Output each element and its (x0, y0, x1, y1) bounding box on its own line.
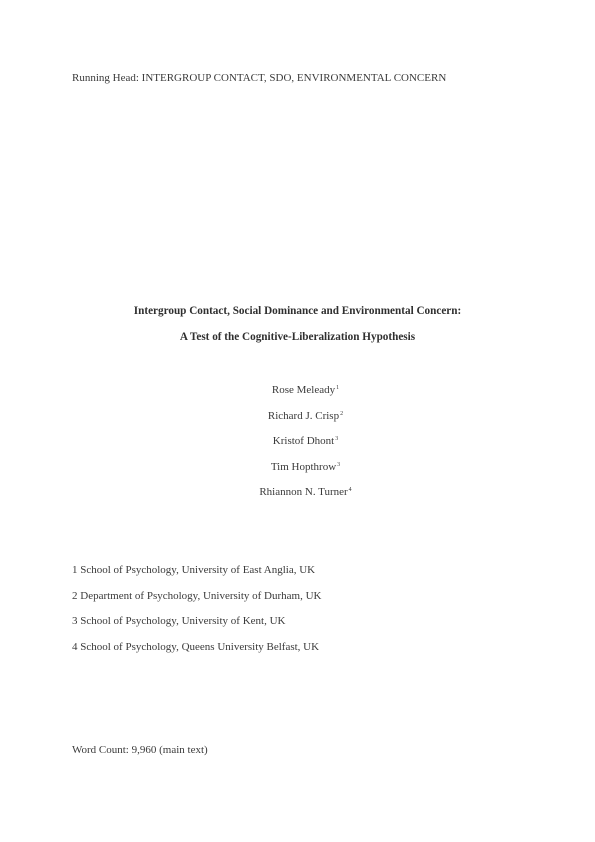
author-affiliation-mark: 3 (337, 461, 341, 468)
affiliation: 2 Department of Psychology, University of Durham, UK (72, 589, 322, 602)
author (0, 408, 595, 434)
affiliation-list (72, 564, 322, 666)
affiliation: 4 School of Psychology, Queens University Belfast, UK (72, 640, 320, 653)
author-affiliation-mark: 4 (348, 487, 352, 493)
author-name: Richard J. Crisp (267, 409, 340, 422)
author-name: Rose Meleady (271, 384, 336, 396)
author-affiliation-mark: 2 (340, 410, 344, 417)
word-count: Word Count: 9,960 (main text) (72, 744, 208, 756)
affiliation: 1 School of Psychology, University of East Anglia, UK (72, 564, 316, 576)
author-name: Tim Hopthrow (270, 460, 337, 473)
author-list (0, 382, 595, 510)
title-line-1: Intergroup Contact, Social Dominance and Environmental Concern: (133, 305, 462, 317)
author (0, 382, 595, 408)
author (0, 484, 595, 510)
author (0, 459, 595, 485)
author-affiliation-mark: 1 (336, 385, 340, 391)
title-line-2: A Test of the Cognitive-Liberalization Hypothesis (179, 331, 416, 343)
author-affiliation-mark: 3 (335, 436, 339, 442)
author-name: Rhiannon N. Turner (259, 486, 348, 498)
author-name: Kristof Dhont (272, 435, 335, 447)
affiliation: 3 School of Psychology, University of Kent, UK (72, 615, 286, 627)
running-head: Running Head: INTERGROUP CONTACT, SDO, ENVIRONMENTAL CONCERN (72, 72, 447, 84)
author (0, 433, 595, 459)
